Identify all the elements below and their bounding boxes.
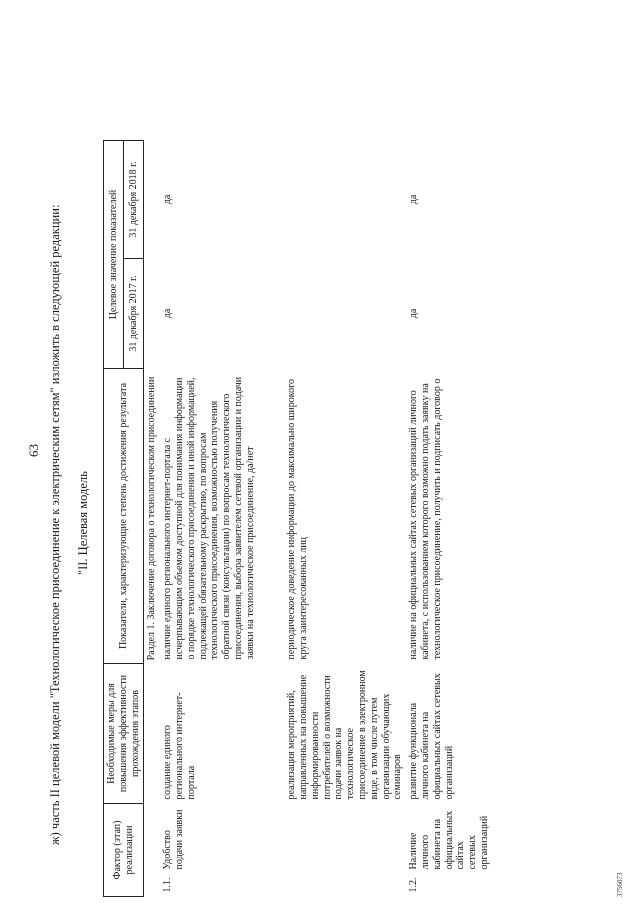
target-model-table [103, 140, 493, 897]
footer-doc-code: 3756073 [616, 872, 624, 897]
header-date-2018: 31 декабря 2018 г. [124, 141, 144, 259]
header-indicators: Показатели, характеризующие степень достижения результата [104, 369, 144, 664]
section-title: "II. Целевая модель [76, 471, 90, 575]
table-row [160, 141, 284, 897]
row-value-2017: да [162, 308, 174, 319]
row-factor: Наличие личного кабинета на официальных сайтах сетевых организаций [408, 810, 490, 870]
intro-paragraph: ж) часть II целевой модели "Технологическое присоединение к электрическим сетям" изложить в следующей редакции: [48, 204, 62, 845]
row-value-2018 [284, 141, 406, 259]
header-row [104, 141, 124, 897]
row-value-2018: да [408, 194, 420, 205]
row-indicator: наличие единого регионального интернет-портала с исчерпывающим объемом доступной для понимания информации о порядке технологического присоединения и иной информацией, подлежащей обязательному раскрытию, по вопросам технологического присоединения, возможностью получения обратной связи (консультации) по вопросам технологического присоединения, выбора заявителем сетевой организации и подачи заявки на технологическое присоединение, да/нет [162, 376, 256, 660]
row-indicator: наличие на официальных сайтах сетевых организаций личного кабинета, с использованием которого возможно подать заявку на технологическое присоединение, получить и подписать договор о [408, 378, 443, 660]
table-row [406, 141, 493, 897]
row-number: 1.1. [162, 877, 174, 893]
row-measure: создание единого регионального интернет-портала [162, 692, 197, 800]
row-number [284, 874, 406, 897]
header-measures: Необходимые меры для повышения эффективности прохождения этапов [104, 664, 144, 804]
table-row [284, 141, 406, 897]
row-value-2017 [284, 259, 406, 369]
row-indicator: периодическое доведение информации до максимально широкого круга заинтересованных лиц [286, 379, 309, 660]
row-number: 1.2. [408, 877, 420, 893]
header-target: Целевое значение показателей [104, 141, 124, 369]
row-value-2017: да [408, 308, 420, 319]
row-measure: развитие функционала личного кабинета на официальных сайтах сетевых организаций [408, 673, 455, 800]
page-number: 63 [26, 444, 41, 457]
section-1-heading: Раздел 1. Заключение договора о технологическом присоединении [146, 376, 158, 661]
section-row [144, 141, 160, 897]
row-value-2018: да [162, 194, 174, 205]
row-factor: Удобство подачи заявки [162, 809, 185, 870]
header-factor: Фактор (этап) реализации [104, 804, 144, 897]
row-measure: реализация мероприятий, направленных на повышение информированности потребителей о возможности подачи заявок на технологическое присоединение в электронном виде, в том числе путем организации обучающих семинаров [286, 670, 404, 800]
header-date-2017: 31 декабря 2017 г. [124, 259, 144, 369]
row-factor [284, 804, 406, 874]
